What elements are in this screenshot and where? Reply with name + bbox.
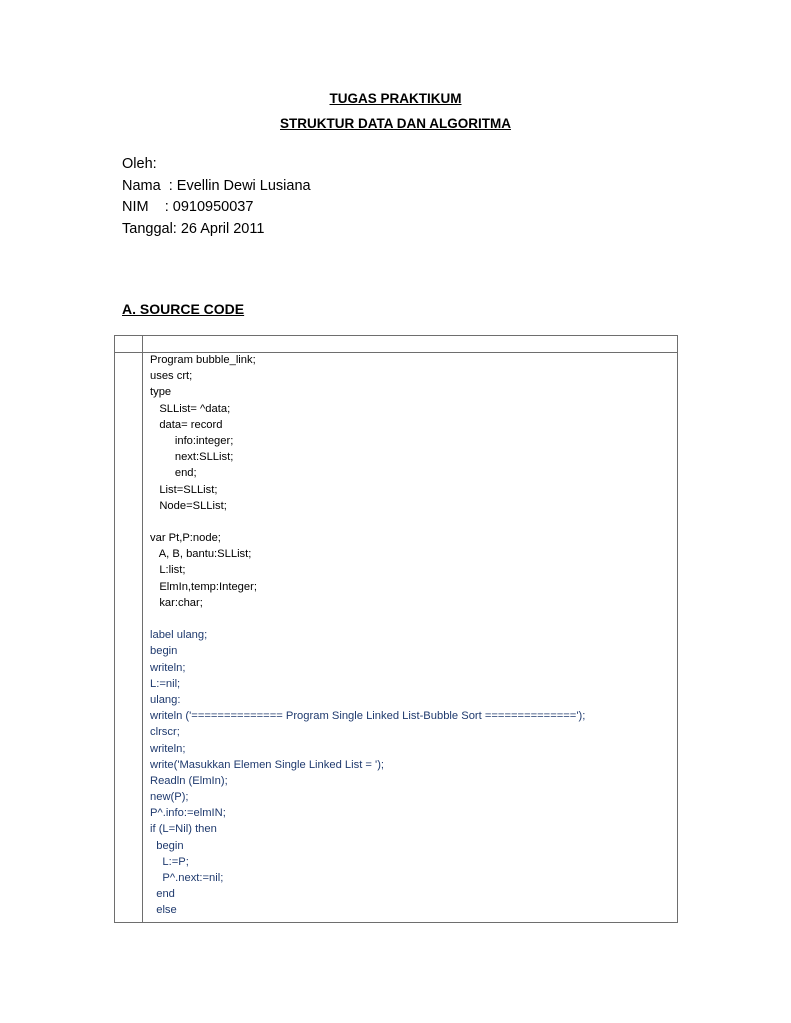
code-line: ElmIn,temp:Integer; xyxy=(150,580,257,593)
section-heading-source-code: A. SOURCE CODE xyxy=(122,301,245,317)
code-line: write('Masukkan Elemen Single Linked List = '); xyxy=(150,758,385,771)
code-line: writeln; xyxy=(150,661,186,674)
code-line: begin xyxy=(150,645,178,658)
code-line: Program bubble_link; xyxy=(150,354,256,366)
author-info xyxy=(122,154,311,240)
code-line: L:list; xyxy=(150,564,186,577)
nim-line: NIM : 0910950037 xyxy=(122,199,254,215)
nama-line: Nama : Evellin Dewi Lusiana xyxy=(122,177,311,194)
code-line: type xyxy=(150,386,172,399)
code-line: else xyxy=(150,904,177,917)
code-line: SLList= ^data; xyxy=(150,402,231,415)
code-line: P^.next:=nil; xyxy=(150,872,224,884)
source-code-block xyxy=(150,352,585,919)
code-line: writeln ('============== Program Single Linked List-Bubble Sort =============='); xyxy=(150,710,586,723)
tanggal-line: Tanggal: 26 April 2011 xyxy=(122,220,265,237)
document-title: TUGAS PRAKTIKUM xyxy=(329,91,462,106)
table-column-divider xyxy=(142,336,143,922)
code-line xyxy=(150,611,585,627)
code-line: new(P); xyxy=(150,791,189,804)
document-subtitle: STRUKTUR DATA DAN ALGORITMA xyxy=(280,116,511,131)
code-line: info:integer; xyxy=(150,434,234,447)
code-line: end; xyxy=(150,467,197,480)
code-line: begin xyxy=(150,839,184,852)
oleh-label: Oleh: xyxy=(122,156,157,172)
code-line: ulang: xyxy=(150,693,181,706)
code-line: var Pt,P:node; xyxy=(150,532,221,545)
code-line: end xyxy=(150,888,175,901)
code-line: if (L=Nil) then xyxy=(150,823,217,836)
code-line: next:SLList; xyxy=(150,451,234,464)
code-line: writeln; xyxy=(150,742,186,755)
code-line: label ulang; xyxy=(150,629,208,642)
code-line: L:=nil; xyxy=(150,677,181,690)
code-line xyxy=(150,514,585,530)
code-line: Node=SLList; xyxy=(150,499,227,512)
code-line: List=SLList; xyxy=(150,483,218,496)
code-line: Readln (ElmIn); xyxy=(150,774,228,787)
code-line: kar:char; xyxy=(150,596,203,609)
code-line: uses crt; xyxy=(150,370,193,383)
code-line: A, B, bantu:SLList; xyxy=(150,548,252,561)
code-line: L:=P; xyxy=(150,855,189,868)
code-line: clrscr; xyxy=(150,726,180,739)
code-line: P^.info:=elmIN; xyxy=(150,807,226,820)
code-line: data= record xyxy=(150,418,223,431)
